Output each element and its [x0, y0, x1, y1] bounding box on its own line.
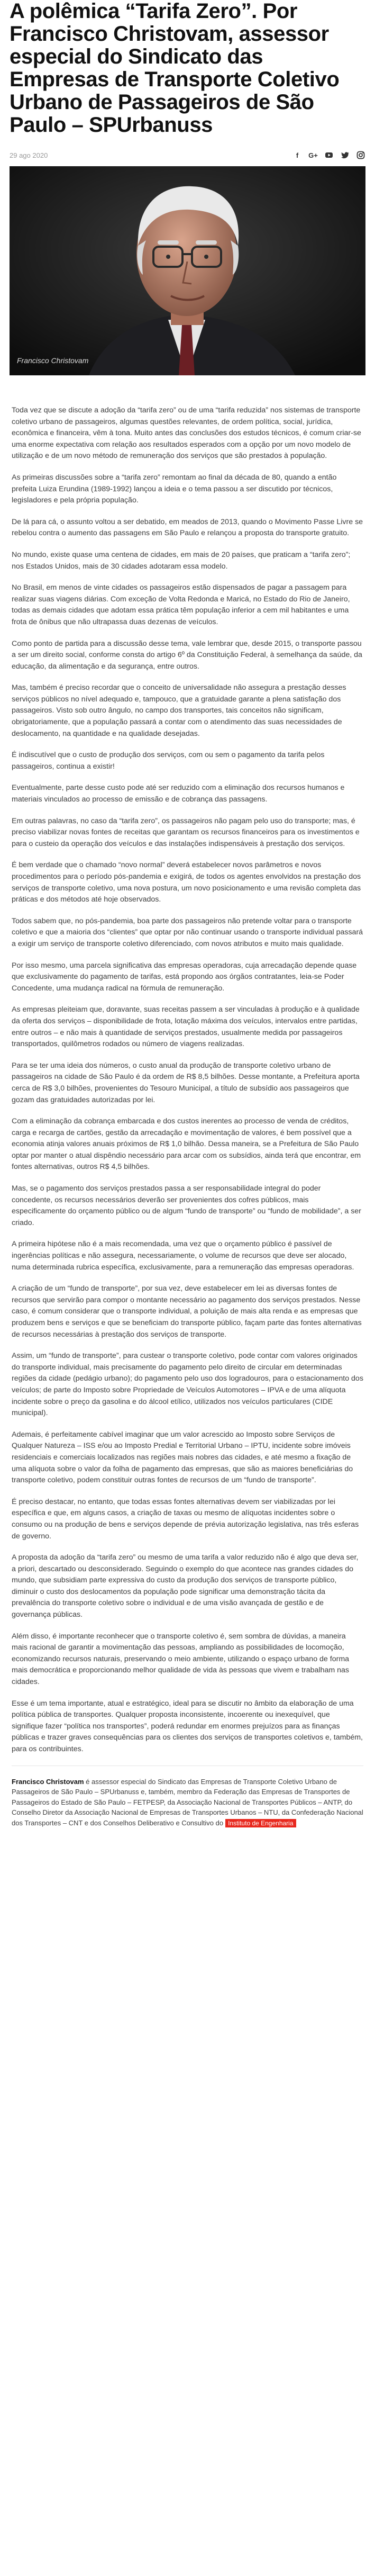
facebook-icon[interactable]: f — [296, 151, 299, 159]
institution-tag[interactable]: Instituto de Engenharia — [225, 1819, 296, 1827]
body-paragraph: A primeira hipótese não é a mais recomendada, uma vez que o orçamento público é passível de ingerências políticas e não assegura, necessariamente, o volume de recursos que deve ser alocado, numa determinada rubrica específica, exclusivamente, para a remuneração das empresas operadoras. — [12, 1240, 354, 1272]
instagram-icon[interactable] — [356, 150, 365, 160]
article-title: A polêmica “Tarifa Zero”. Por Francisco Christovam, assessor especial do Sindicato das Empresas de Transporte Coletivo Urbano de Passageiros de São Paulo – SPUrbanuss — [10, 0, 340, 137]
share-bar — [292, 150, 365, 160]
twitter-icon[interactable] — [340, 150, 350, 160]
body-paragraph: A criação de um “fundo de transporte”, por sua vez, deve estabelecer em lei as diversas fontes de recursos que servirão para compor o montante necessário ao pagamento dos serviços prestados. Nesse caso, é comum considerar que o transporte individual, a poluição de mais alta renda e as empresas que produzem bens e serviços e que se beneficiam do transporte público, façam parte das fontes alternativas de recursos necessárias à prestação dos serviços de transporte. — [12, 1284, 362, 1339]
body-paragraph: Ademais, é perfeitamente cabível imaginar que um valor acrescido ao Imposto sobre Serviços de Qualquer Natureza – ISS e/ou ao Imposto Predial e Territorial Urbano – IPTU, incidente sobre imóveis residenciais e comerciais localizados nas regiões mais nobres das cidades, e até mesmo a fixação de uma alíquota sobre o valor da folha de pagamento das empresas, que são as maiores beneficiárias do transporte coletivo, podem constituir outras fontes de recursos de um “fundo de transporte”. — [12, 1430, 353, 1485]
body-paragraph: No Brasil, em menos de vinte cidades os passageiros estão dispensados de pagar a passagem para realizar suas viagens diárias. Com exceção de Volta Redonda e Maricá, no Estado do Rio de Janeiro, todas as demais cidades que adotam essa prática têm população inferior a cem mil habitantes e uma frota de ônibus que não ultrapassa duas dezenas de veículos. — [12, 583, 350, 626]
body-paragraph: É bem verdade que o chamado “novo normal” deverá estabelecer novos parâmetros e novos procedimentos para o período pós-pandemia e exigirá, de todos os agentes envolvidos na prestação dos serviços de transporte coletivo, uma nova postura, um novo posicionamento e uma revisão completa das práticas e dos métodos até hoje observados. — [12, 861, 361, 904]
body-paragraph: No mundo, existe quase uma centena de cidades, em mais de 20 países, que praticam a “tarifa zero”; nos Estados Unidos, mais de 30 cidades adotaram essa modelo. — [12, 550, 351, 571]
body-paragraph: De lá para cá, o assunto voltou a ser debatido, em meados de 2013, quando o Movimento Passe Livre se rebelou contra o aumento das passagens em São Paulo e relançou a proposta do transporte gratuito. — [12, 517, 363, 538]
body-paragraph: Mas, também é preciso recordar que o conceito de universalidade não assegura a prestação desses serviços públicos no nível adequado e, tampouco, que a gratuidade garante a plena satisfação dos passageiros. Visto sob outro ângulo, no campo dos transportes, tais conceitos não significam, obrigatoriamente, que a população passará a contar com o atendimento das suas necessidades de deslocamento, na quantidade e na qualidade desejadas. — [12, 683, 346, 738]
body-paragraph: As primeiras discussões sobre a “tarifa zero” remontam ao final da década de 80, quando a então prefeita Luiza Erundina (1989-1992) lançou a ideia e o tema passou a ser discutido por técnicos, legisladores e pela própria população. — [12, 473, 337, 505]
body-paragraph: Com a eliminação da cobrança embarcada e dos custos inerentes ao processo de venda de créditos, carga e recarga de cartões, gestão da arrecadação e movimentação de valores, é bem possível que a economia atinja valores anuais próximos de R$ 1,0 bilhão. Dessa maneira, se a Prefeitura de São Paulo optar por manter o atual dispêndio necessário para arcar com os subsídios, ainda terá que encontrar, em fontes alternativas, outros R$ 4,5 bilhões. — [12, 1117, 361, 1172]
body-paragraph: Além disso, é importante reconhecer que o transporte coletivo é, sem sombra de dúvidas, a maneira mais racional de garantir a movimentação das pessoas, ampliando as possibilidades de locomoção, economizando recursos naturais, preservando o meio ambiente, utilizando o espaço urbano de forma mais democrática e proporcionando melhor qualidade de vida às pessoas que vivem e trabalham nas cidades. — [12, 1632, 350, 1687]
body-paragraph: Eventualmente, parte desse custo pode até ser reduzido com a eliminação dos recursos humanos e materiais vinculados ao processo de emissão e de cobrança das passagens. — [12, 783, 345, 804]
article-body — [0, 375, 375, 1755]
portrait-illustration — [10, 166, 365, 375]
body-paragraph: Esse é um tema importante, atual e estratégico, ideal para se discutir no âmbito da elaboração de uma política pública de transportes. Qualquer proposta inconsistente, incoerente ou inexequível, que signifique fazer “política nos transportes”, poderá redundar em enormes prejuízos para as finanças públicas e trazer graves consequências para os clientes dos serviços de transportes coletivos e, também, para os contribuintes. — [12, 1699, 363, 1753]
author-bio — [12, 1766, 363, 1829]
author-bio-text: é assessor especial do Sindicato das Empresas de Transporte Coletivo Urbano de Passageiros de São Paulo – SPUrbanuss e, também, membro da Federação das Empresas de Transportes de Passageiros do Estado de São Paulo – FETPESP, da Associação Nacional de Transportes Públicos – ANTP, do Conselho Diretor da Associação Nacional de Empresas de Transportes Urbanos – NTU, da Confederação Nacional dos Transportes – CNT e dos Conselhos Deliberativo e Consultivo do — [12, 1777, 363, 1827]
body-paragraph: É preciso destacar, no entanto, que todas essas fontes alternativas devem ser viabilizadas por lei específica e que, em alguns casos, a criação de taxas ou mesmo de alíquotas incidentes sobre o consumo ou na produção de bens e serviços depende de prévia autorização legislativa, nas três esferas de governo. — [12, 1497, 359, 1541]
body-paragraph: A proposta da adoção da “tarifa zero” ou mesmo de uma tarifa a valor reduzido não é algo que deva ser, a priori, descartado ou desconsiderado. Seguindo o exemplo do que acontece nas grandes cidades do mundo, que subsidiam parte expressiva do custo da produção dos serviços de transporte público, diminuir o custo dos deslocamentos da população pode significar uma demonstração tácita da prevalência do transporte coletivo sobre o individual e de uma visão avançada de gestão e de governança públicas. — [12, 1553, 359, 1619]
body-paragraph: Por isso mesmo, uma parcela significativa das empresas operadoras, cuja arrecadação depende quase que exclusivamente do pagamento de tarifas, está propondo aos órgãos contratantes, leia-se Poder Concedente, uma mudança radical na fórmula de remuneração. — [12, 961, 357, 993]
body-paragraph: As empresas pleiteiam que, doravante, suas receitas passem a ser vinculadas à produção e à qualidade da oferta dos serviços – disponibilidade de frota, lotação máxima dos veículos, intervalos entre partidas, entre outros – e não mais à quantidade de serviços prestados, usualmente medida por passageiros transportados, quilômetros rodados ou número de viagens realizadas. — [12, 1005, 360, 1049]
post-date: 29 ago 2020 — [10, 151, 48, 159]
body-paragraph: Em outras palavras, no caso da “tarifa zero”, os passageiros não pagam pelo uso do transporte; mas, é preciso viabilizar novas fontes de receitas que garantam os recursos financeiros para os investimentos e para o custeio da operação dos veículos e das instalações indispensáveis à prestação dos serviços. — [12, 816, 360, 848]
author-name: Francisco Christovam — [12, 1777, 84, 1786]
body-paragraph: Como ponto de partida para a discussão desse tema, vale lembrar que, desde 2015, o transporte passou a ser um direito social, conforme consta do artigo 6º da Constituição Federal, à semelhança da saúde, da educação, da alimentação e da segurança, entre outros. — [12, 639, 362, 671]
photo-caption: Francisco Christovam — [17, 356, 89, 365]
body-paragraph: Todos sabem que, no pós-pandemia, boa parte dos passageiros não pretende voltar para o transporte coletivo e que a maioria dos “clientes” que optar por não continuar usando o transporte individual passará a exigir um serviço de transporte coletivo diferenciado, com novos atributos e muito mais qualidade. — [12, 916, 363, 948]
body-paragraph: Para se ter uma ideia dos números, o custo anual da produção de transporte coletivo urbano de passageiros na cidade de São Paulo é da ordem de R$ 8,5 bilhões. Desse montante, a Prefeitura aporta cerca de R$ 3,0 bilhões, provenientes do Tesouro Municipal, a título de subsídio aos passageiros que gozam das gratuidades autorizadas por lei. — [12, 1061, 360, 1104]
article-meta — [10, 149, 365, 161]
body-paragraph: Assim, um “fundo de transporte”, para custear o transporte coletivo, pode contar com valores originados do transporte individual, mais precisamente do pagamento pelo direito de circular em determinadas regiões da cidade (pedágio urbano); do pagamento pelo uso dos logradouros, para o estacionamento dos veículos; de parte do Imposto sobre Propriedade de Veículos Automotores – IPVA e de uma alíquota incidente sobre o preço da gasolina e do álcool etílico, utilizados nos veículos particulares (CIDE municipal). — [12, 1352, 363, 1418]
body-paragraph: Toda vez que se discute a adoção da “tarifa zero” ou de uma “tarifa reduzida” nos sistemas de transporte coletivo urbano de passageiros, algumas questões relevantes, de ordem política, social, jurídica, econômica e financeira, vêm à tona. Muito antes das conclusões dos estudos técnicos, é comum criar-se uma enorme expectativa com relação aos resultados esperados com a opção por um novo modelo de utilização e de um novo método de remuneração dos serviços que são prestados à população. — [12, 406, 361, 461]
body-paragraph: Mas, se o pagamento dos serviços prestados passa a ser responsabilidade integral do poder concedente, os recursos necessários deverão ser provenientes dos cofres públicos, mais especificamente do orçamento público ou de algum “fundo de transporte” ou “fundo de mobilidade”, a ser criado. — [12, 1184, 361, 1227]
google-plus-icon[interactable]: G+ — [308, 151, 318, 159]
youtube-icon[interactable] — [324, 150, 334, 160]
hero-photo — [10, 166, 365, 375]
body-paragraph: É indiscutível que o custo de produção dos serviços, com ou sem o pagamento da tarifa pelos passageiros, continua a existir! — [12, 751, 325, 771]
